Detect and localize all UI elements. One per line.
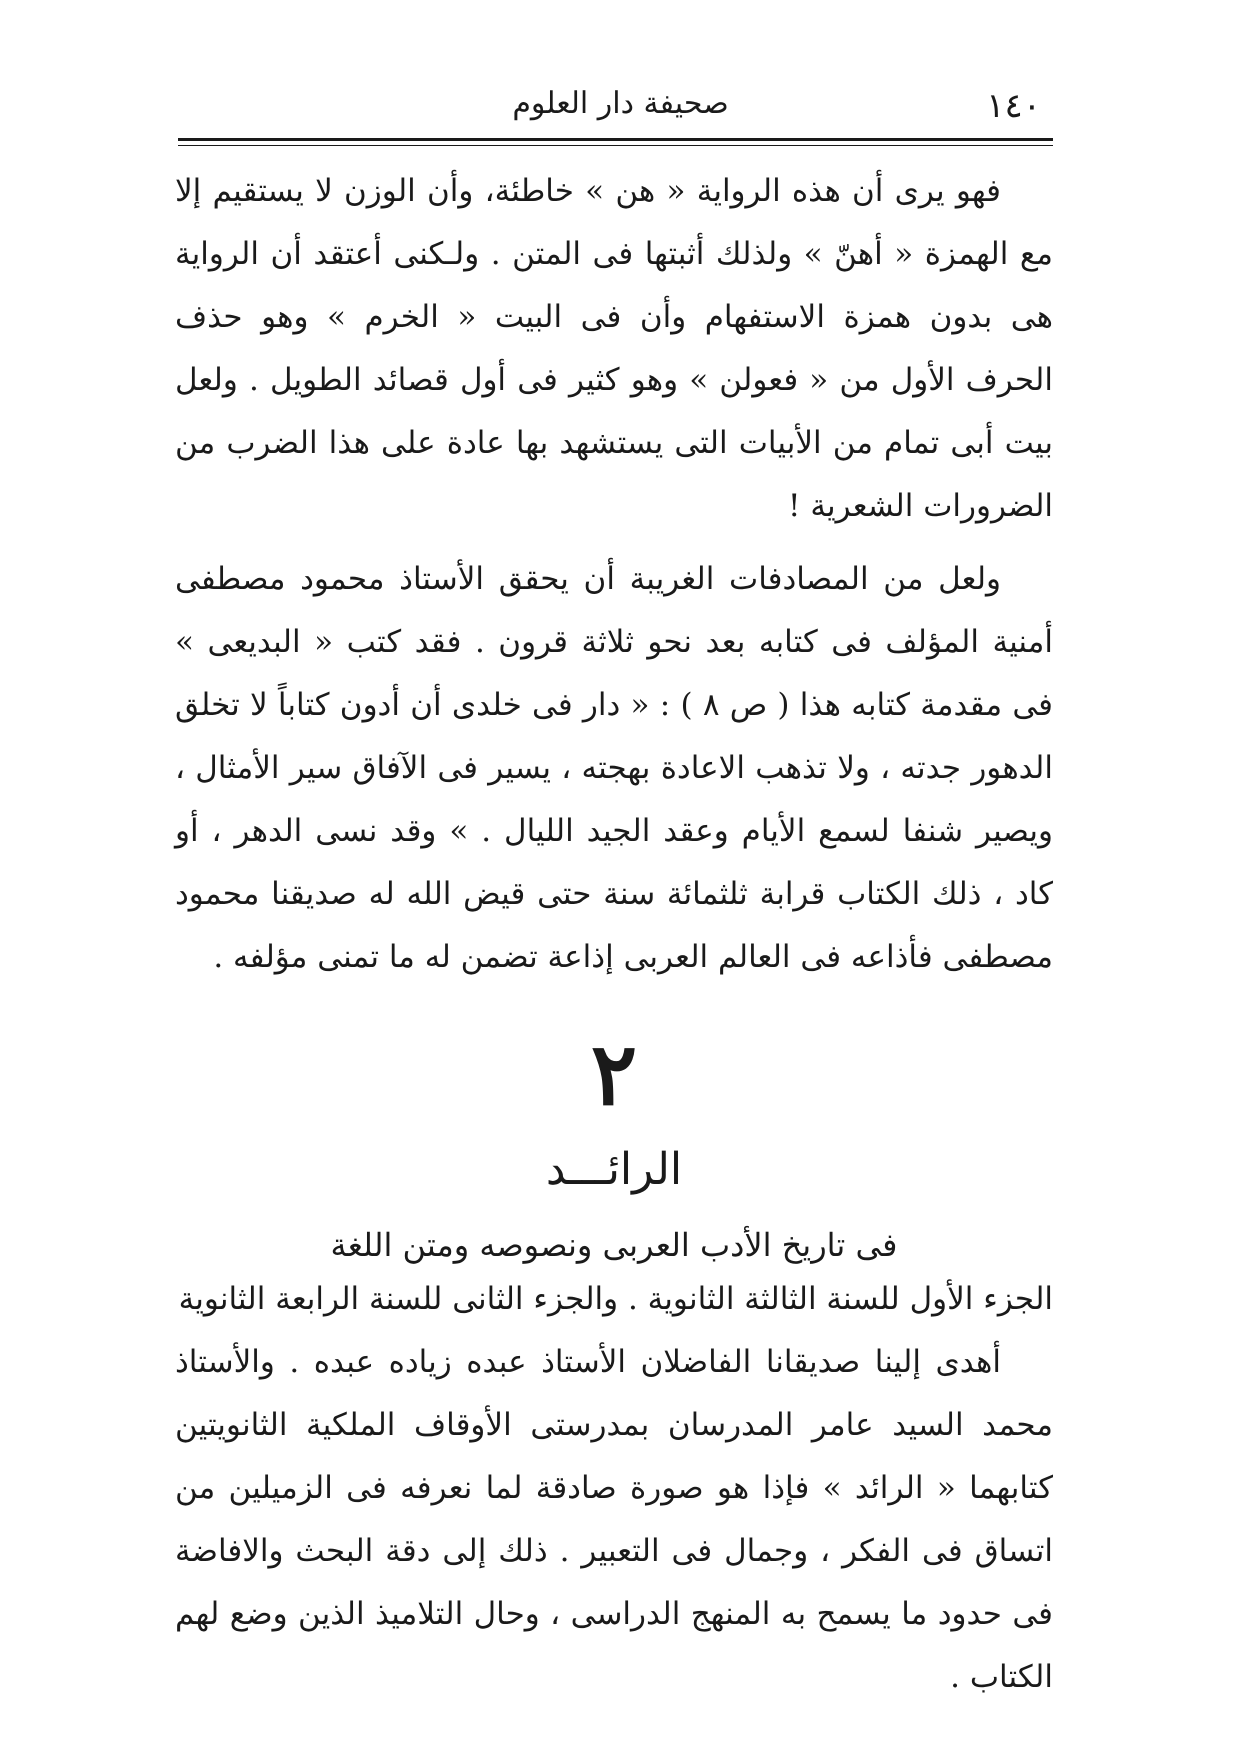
body-text-top <box>175 160 1053 989</box>
body-text-bottom <box>175 1268 1053 1709</box>
paragraph: فهو يرى أن هذه الرواية « هن » خاطئة، وأن الوزن لا يستقيم إلا مع الهمزة « أهنّ » ولذلك أثبتها فى المتن . ولـكنى أعتقد أن الرواية هى بدون همزة الاستفهام وأن فى البيت « الخرم » وهو حذف الحرف الأول من « فعولن » وهو كثير فى أول قصائد الطويل . ولعل بيت أبى تمام من الأبيات التى يستشهد بها عادة على هذا الضرب من الضرورات الشعرية ! <box>175 173 1053 524</box>
paragraph: الجزء الأول للسنة الثالثة الثانوية . والجزء الثانى للسنة الرابعة الثانوية <box>178 1281 1053 1317</box>
header-rule-thick <box>178 138 1053 141</box>
header-rule-thin <box>178 145 1053 146</box>
running-title: صحيفة دار العلوم <box>512 86 729 121</box>
page-number: ١٤٠ <box>986 86 1041 126</box>
section-subtitle: فى تاريخ الأدب العربى ونصوصه ومتن اللغة <box>330 1226 898 1264</box>
section-heading <box>175 1020 1053 1280</box>
section-number: ٢ <box>590 1024 638 1125</box>
paragraph: أهدى إلينا صديقانا الفاضلان الأستاذ عبده زياده عبده . والأستاذ محمد السيد عامر المدرسان بمدرستى الأوقاف الملكية الثانويتين كتابهما « الرائد » فإذا هو صورة صادقة لما نعرفه فى الزميلين من اتساق فى الفكر ، وجمال فى التعبير . ذلك إلى دقة البحث والافاضة فى حدود ما يسمح به المنهج الدراسى ، وحال التلاميذ الذين وضع لهم الكتاب . <box>175 1344 1053 1695</box>
running-header <box>180 78 1061 128</box>
section-title: الرائـــد <box>545 1144 683 1195</box>
paragraph: ولعل من المصادفات الغريبة أن يحقق الأستاذ محمود مصطفى أمنية المؤلف فى كتابه بعد نحو ثلاثة قرون . فقد كتب « البديعى » فى مقدمة كتابه هذا ( ص ٨ ) : « دار فى خلدى أن أدون كتاباً لا تخلق الدهور جدته ، ولا تذهب الاعادة بهجته ، يسير فى الآفاق سير الأمثال ، ويصير شنفا لسمع الأيام وعقد الجيد الليال . » وقد نسى الدهر ، أو كاد ، ذلك الكتاب قرابة ثلثمائة سنة حتى قيض الله له صديقنا محمود مصطفى فأذاعه فى العالم العربى إذاعة تضمن له ما تمنى مؤلفه . <box>175 561 1053 975</box>
